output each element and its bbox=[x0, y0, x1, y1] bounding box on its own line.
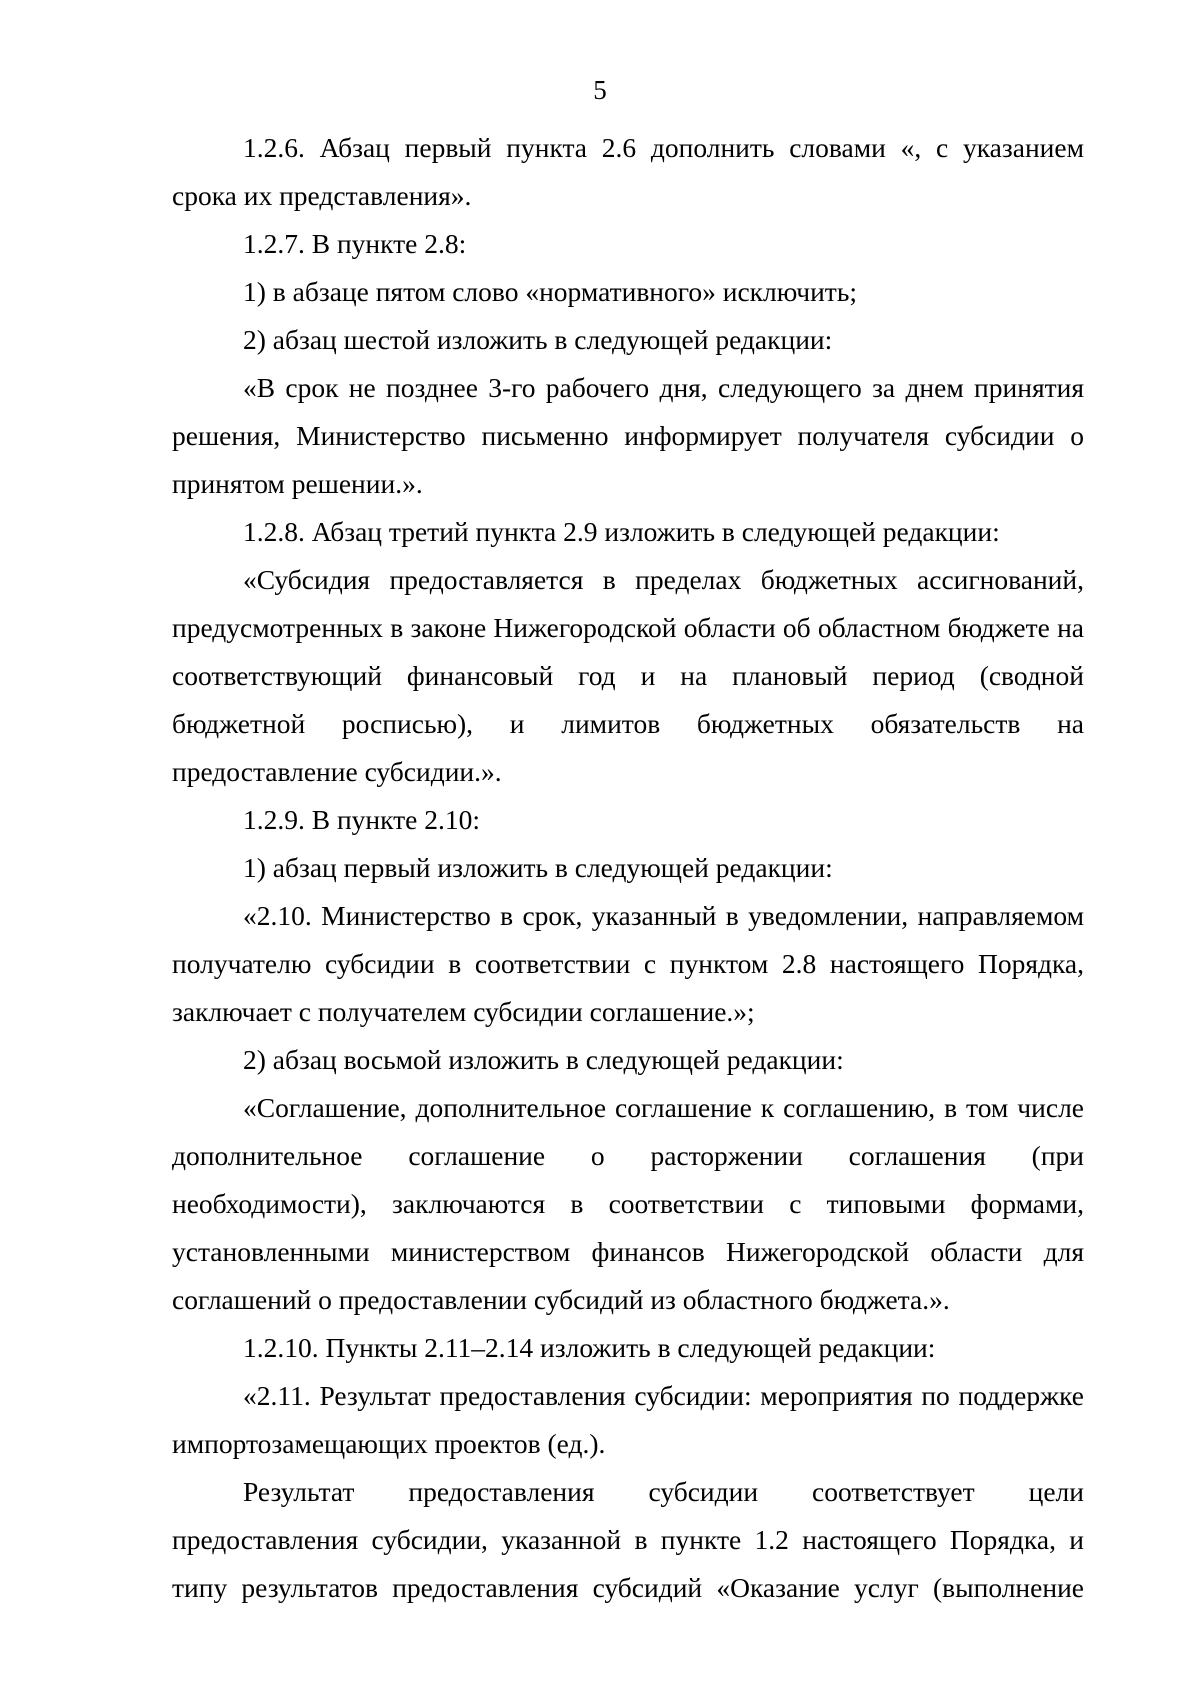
paragraph-quote-deadline: «В срок не позднее 3-го рабочего дня, следующего за днем принятия решения, Министерство письменно информирует получателя субсидии о принятом решении.». bbox=[172, 372, 1084, 499]
paragraph-1-2-7: 1.2.7. В пункте 2.8: bbox=[243, 228, 467, 259]
paragraph-1-2-7-item-1: 1) в абзаце пятом слово «нормативного» исключить; bbox=[243, 276, 857, 307]
paragraph-result-type: Результат предоставления субсидии соответствует цели предоставления субсидии, указанной в пункте 1.2 настоящего Порядка, и типу результатов предоставления субсидий «Оказание услуг (выполнение bbox=[172, 1476, 1084, 1603]
paragraph-1-2-7-item-2: 2) абзац шестой изложить в следующей редакции: bbox=[243, 324, 833, 355]
paragraph-quote-2-11: «2.11. Результат предоставления субсидии: мероприятия по поддержке импортозамещающих проектов (ед.). bbox=[172, 1380, 1084, 1459]
paragraph-1-2-9: 1.2.9. В пункте 2.10: bbox=[243, 804, 481, 835]
paragraph-quote-agreement: «Соглашение, дополнительное соглашение к соглашению, в том числе дополнительное соглашение о расторжении соглашения (при необходимости), заключаются в соответствии с типовыми формами, установленными министерством финансов Нижегородской области для соглашений о предоставлении субсидий из областного бюджета.». bbox=[172, 1092, 1084, 1315]
paragraph-1-2-6: 1.2.6. Абзац первый пункта 2.6 дополнить словами «, с указанием срока их представления». bbox=[172, 132, 1084, 211]
document-body bbox=[172, 124, 1084, 1612]
paragraph-1-2-10: 1.2.10. Пункты 2.11–2.14 изложить в следующей редакции: bbox=[243, 1332, 936, 1363]
page-number: 5 bbox=[593, 75, 607, 105]
paragraph-1-2-9-item-2: 2) абзац восьмой изложить в следующей редакции: bbox=[243, 1044, 844, 1075]
paragraph-quote-subsidy-limits: «Субсидия предоставляется в пределах бюджетных ассигнований, предусмотренных в законе Нижегородской области об областном бюджете на соответствующий финансовый год и на плановый период (сводной бюджетной росписью), и лимитов бюджетных обязательств на предоставление субсидии.». bbox=[172, 564, 1084, 787]
paragraph-1-2-8: 1.2.8. Абзац третий пункта 2.9 изложить в следующей редакции: bbox=[243, 516, 1000, 547]
paragraph-quote-2-10: «2.10. Министерство в срок, указанный в уведомлении, направляемом получателю субсидии в соответствии с пунктом 2.8 настоящего Порядка, заключает с получателем субсидии соглашение.»; bbox=[172, 900, 1084, 1027]
paragraph-1-2-9-item-1: 1) абзац первый изложить в следующей редакции: bbox=[243, 852, 833, 883]
